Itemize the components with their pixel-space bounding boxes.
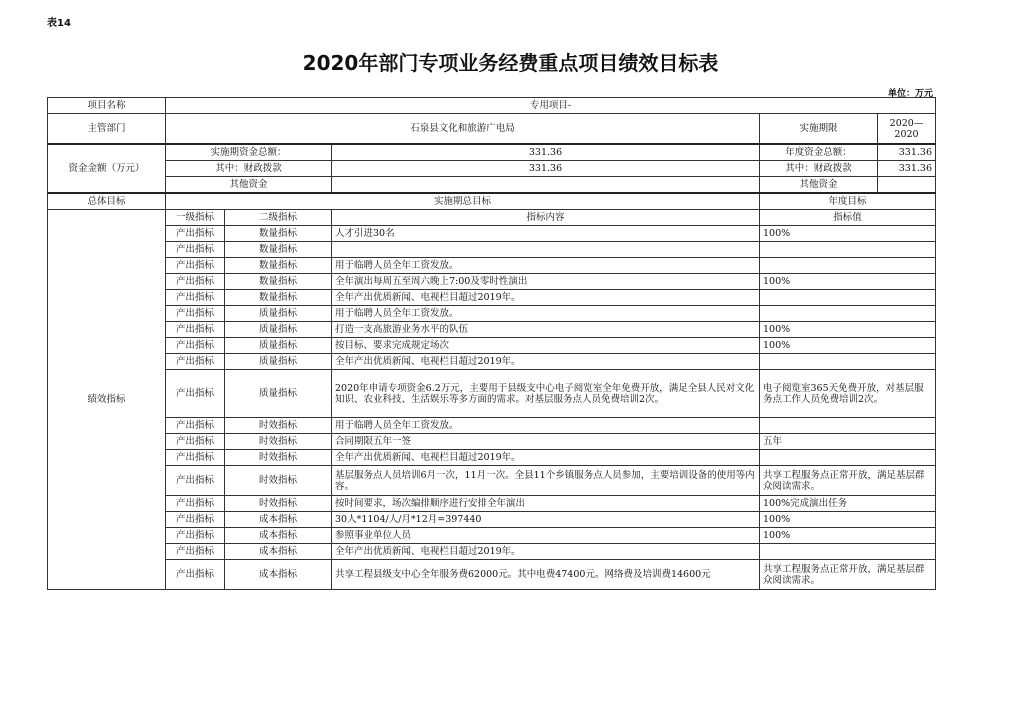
indicator-value <box>760 418 936 434</box>
level2-indicator: 质量指标 <box>225 370 332 418</box>
indicator-row <box>48 496 936 512</box>
indicator-content: 按目标、要求完成规定场次 <box>332 338 760 354</box>
indicator-value <box>760 306 936 322</box>
level1-indicator: 产出指标 <box>166 306 225 322</box>
total-funds-value: 331.36 <box>332 144 760 161</box>
fiscal-label: 其中：财政拨款 <box>166 161 332 177</box>
level2-indicator: 质量指标 <box>225 338 332 354</box>
level1-indicator: 产出指标 <box>166 242 225 258</box>
col-header-level2: 二级指标 <box>225 210 332 226</box>
annual-other-value <box>878 177 936 194</box>
indicator-content: 人才引进30名 <box>332 226 760 242</box>
unit-label: 单位：万元 <box>887 89 933 99</box>
period-value: 2020—2020 <box>878 114 936 145</box>
indicator-value <box>760 450 936 466</box>
period-label: 实施期限 <box>760 114 878 145</box>
indicator-row <box>48 338 936 354</box>
level1-indicator: 产出指标 <box>166 418 225 434</box>
indicator-content: 打造一支高旅游业务水平的队伍 <box>332 322 760 338</box>
indicator-value: 100% <box>760 274 936 290</box>
col-header-value: 指标值 <box>760 210 936 226</box>
other-funds-value <box>332 177 760 194</box>
indicator-row <box>48 434 936 450</box>
indicator-content: 全年产出优质新闻、电视栏目超过2019年。 <box>332 544 760 560</box>
indicator-value: 五年 <box>760 434 936 450</box>
level1-indicator: 产出指标 <box>166 560 225 590</box>
period-goal-label: 实施期总目标 <box>166 193 760 210</box>
level2-indicator: 质量指标 <box>225 354 332 370</box>
indicator-content <box>332 242 760 258</box>
level1-indicator: 产出指标 <box>166 354 225 370</box>
indicator-row <box>48 322 936 338</box>
level1-indicator: 产出指标 <box>166 450 225 466</box>
funds-label: 资金金额（万元） <box>48 144 166 193</box>
level1-indicator: 产出指标 <box>166 226 225 242</box>
level2-indicator: 成本指标 <box>225 544 332 560</box>
indicator-row <box>48 512 936 528</box>
level2-indicator: 质量指标 <box>225 306 332 322</box>
indicator-row <box>48 418 936 434</box>
col-header-level1: 一级指标 <box>166 210 225 226</box>
indicator-row <box>48 306 936 322</box>
level2-indicator: 时效指标 <box>225 418 332 434</box>
indicator-content: 基层服务点人员培训6月一次，11月一次。全县11个乡镇服务点人员参加，主要培训设备的使用等内容。 <box>332 466 760 496</box>
level2-indicator: 成本指标 <box>225 560 332 590</box>
indicator-value <box>760 290 936 306</box>
annual-fiscal-label: 其中：财政拨款 <box>760 161 878 177</box>
indicator-content: 按时间要求，场次编排顺序进行安排全年演出 <box>332 496 760 512</box>
level1-indicator: 产出指标 <box>166 496 225 512</box>
indicator-row <box>48 226 936 242</box>
indicator-value: 100% <box>760 338 936 354</box>
level2-indicator: 成本指标 <box>225 528 332 544</box>
indicator-row <box>48 544 936 560</box>
indicator-value <box>760 242 936 258</box>
indicator-value <box>760 354 936 370</box>
indicator-value: 100% <box>760 322 936 338</box>
total-funds-label: 实施期资金总额： <box>166 144 332 161</box>
indicator-content: 2020年申请专项资金6.2万元，主要用于县级支中心电子阅览室全年免费开放，满足全县人民对文化知识、农业科技、生活娱乐等多方面的需求。对基层服务点人员免费培训2次。 <box>332 370 760 418</box>
level1-indicator: 产出指标 <box>166 258 225 274</box>
other-funds-label: 其他资金 <box>166 177 332 194</box>
indicator-value: 100% <box>760 528 936 544</box>
level1-indicator: 产出指标 <box>166 528 225 544</box>
indicator-row <box>48 242 936 258</box>
perf-indicator-label: 绩效指标 <box>48 210 166 590</box>
indicator-row <box>48 274 936 290</box>
dept-value: 石泉县文化和旅游广电局 <box>166 114 760 145</box>
indicator-value: 100%完成演出任务 <box>760 496 936 512</box>
level1-indicator: 产出指标 <box>166 322 225 338</box>
level2-indicator: 时效指标 <box>225 496 332 512</box>
level2-indicator: 时效指标 <box>225 434 332 450</box>
document-title: 2020年部门专项业务经费重点项目绩效目标表 <box>302 51 719 75</box>
indicator-row <box>48 466 936 496</box>
indicator-value <box>760 258 936 274</box>
level2-indicator: 数量指标 <box>225 290 332 306</box>
indicator-row <box>48 560 936 590</box>
performance-target-table <box>47 97 936 590</box>
indicator-value: 电子阅览室365天免费开放，对基层服务点工作人员免费培训2次。 <box>760 370 936 418</box>
level1-indicator: 产出指标 <box>166 466 225 496</box>
level2-indicator: 数量指标 <box>225 226 332 242</box>
indicator-content: 全年产出优质新闻、电视栏目超过2019年。 <box>332 450 760 466</box>
dept-label: 主管部门 <box>48 114 166 145</box>
level2-indicator: 数量指标 <box>225 258 332 274</box>
overall-goal-label: 总体目标 <box>48 193 166 210</box>
level1-indicator: 产出指标 <box>166 274 225 290</box>
annual-fiscal-value: 331.36 <box>878 161 936 177</box>
annual-funds-label: 年度资金总额： <box>760 144 878 161</box>
indicator-content: 全年产出优质新闻、电视栏目超过2019年。 <box>332 354 760 370</box>
indicator-value: 共享工程服务点正常开放，满足基层群众阅读需求。 <box>760 560 936 590</box>
indicator-content: 合同期限五年一签 <box>332 434 760 450</box>
level1-indicator: 产出指标 <box>166 370 225 418</box>
fiscal-value: 331.36 <box>332 161 760 177</box>
table-number: 表14 <box>47 18 71 29</box>
level2-indicator: 质量指标 <box>225 322 332 338</box>
indicator-content: 用于临聘人员全年工资发放。 <box>332 258 760 274</box>
indicator-row <box>48 354 936 370</box>
indicator-value <box>760 544 936 560</box>
indicator-content: 30人*1104/人/月*12月=397440 <box>332 512 760 528</box>
annual-funds-value: 331.36 <box>878 144 936 161</box>
level2-indicator: 数量指标 <box>225 274 332 290</box>
level2-indicator: 时效指标 <box>225 450 332 466</box>
indicator-content: 用于临聘人员全年工资发放。 <box>332 306 760 322</box>
project-name-value: 专用项目- <box>166 98 936 114</box>
level2-indicator: 成本指标 <box>225 512 332 528</box>
annual-goal-label: 年度目标 <box>760 193 936 210</box>
indicator-row <box>48 528 936 544</box>
indicator-content: 用于临聘人员全年工资发放。 <box>332 418 760 434</box>
level1-indicator: 产出指标 <box>166 434 225 450</box>
level1-indicator: 产出指标 <box>166 512 225 528</box>
indicator-row <box>48 258 936 274</box>
level1-indicator: 产出指标 <box>166 338 225 354</box>
level1-indicator: 产出指标 <box>166 544 225 560</box>
annual-other-label: 其他资金 <box>760 177 878 194</box>
indicator-content: 参照事业单位人员 <box>332 528 760 544</box>
indicator-value: 100% <box>760 226 936 242</box>
indicator-value: 100% <box>760 512 936 528</box>
level1-indicator: 产出指标 <box>166 290 225 306</box>
level2-indicator: 数量指标 <box>225 242 332 258</box>
indicator-row <box>48 290 936 306</box>
indicator-row <box>48 370 936 418</box>
level2-indicator: 时效指标 <box>225 466 332 496</box>
project-name-label: 项目名称 <box>48 98 166 114</box>
col-header-content: 指标内容 <box>332 210 760 226</box>
indicator-content: 全年演出每周五至周六晚上7:00及零时性演出 <box>332 274 760 290</box>
indicator-content: 共享工程县级支中心全年服务费62000元。其中电费47400元。网络费及培训费14600元 <box>332 560 760 590</box>
indicator-content: 全年产出优质新闻、电视栏目超过2019年。 <box>332 290 760 306</box>
indicator-value: 共享工程服务点正常开放，满足基层群众阅读需求。 <box>760 466 936 496</box>
indicator-row <box>48 450 936 466</box>
